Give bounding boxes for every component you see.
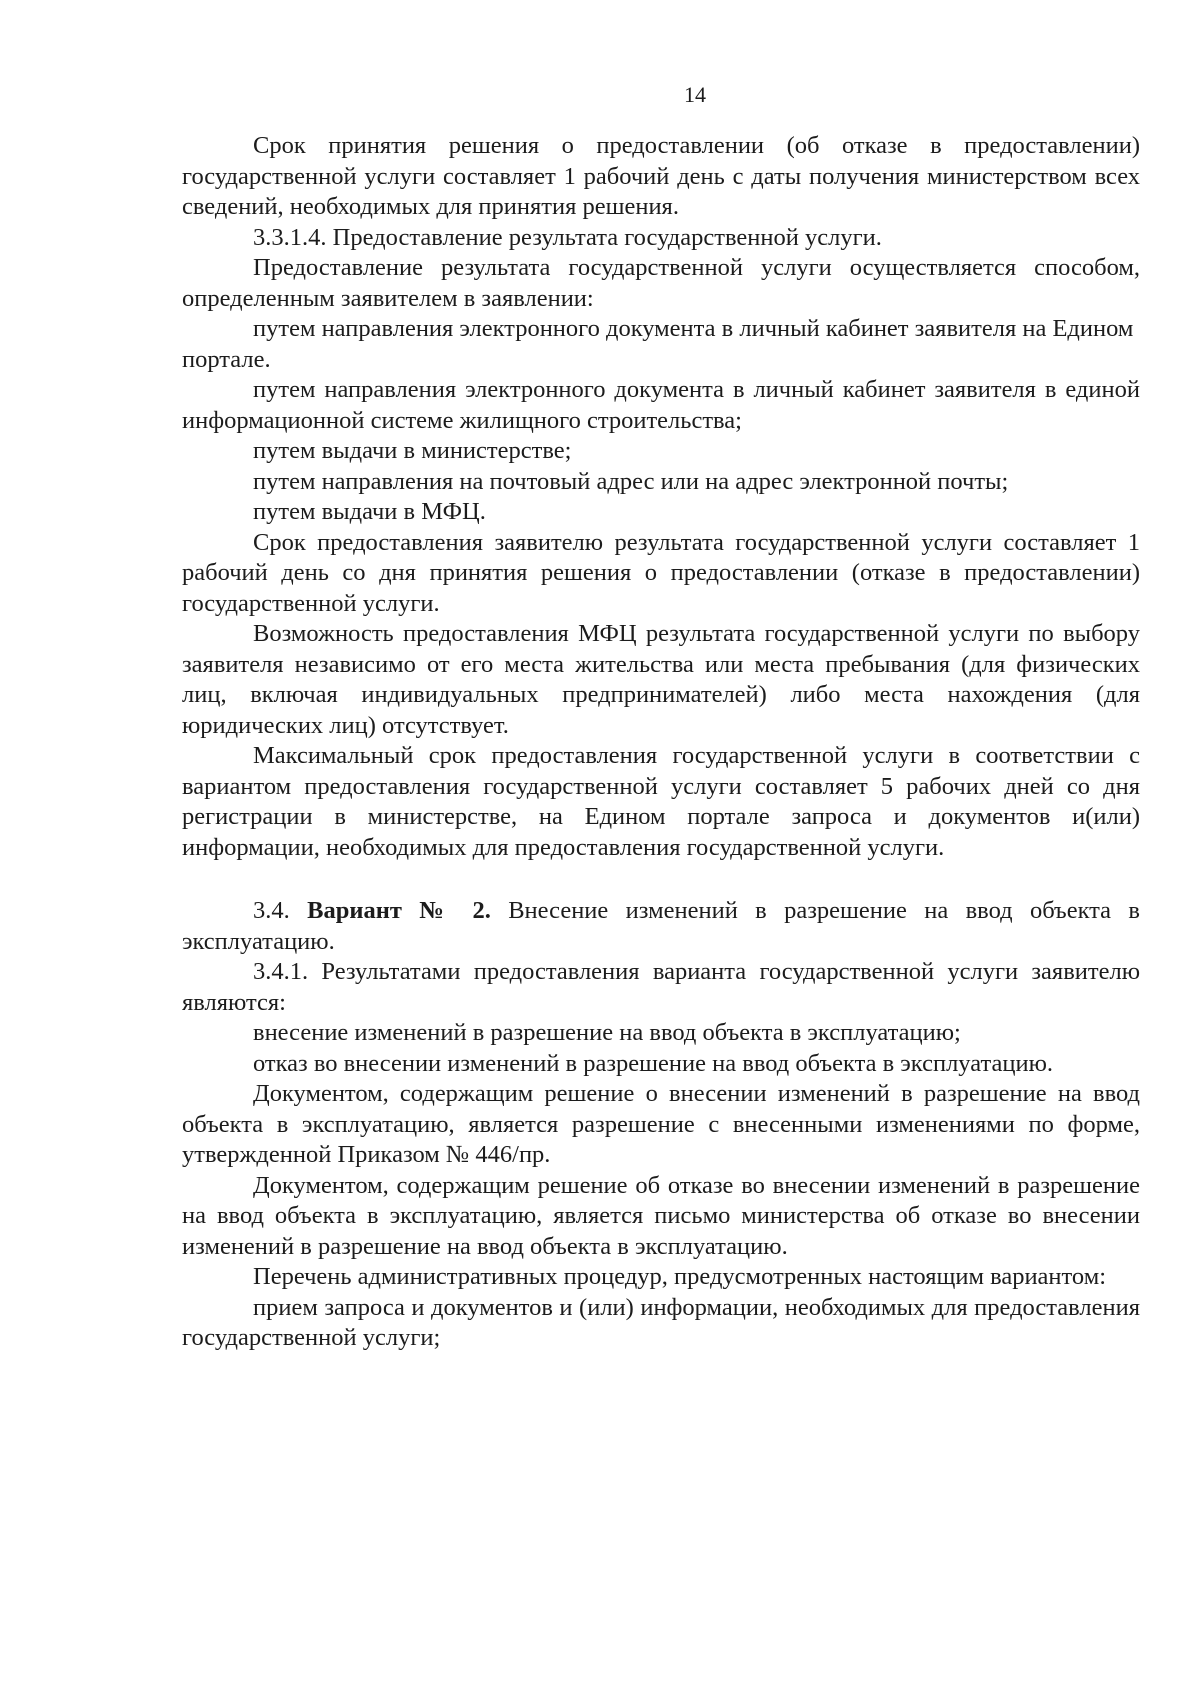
list-item-post: путем направления на почтовый адрес или на адрес электронной почты; xyxy=(253,467,1009,495)
list-item-housing-system: путем направления электронного документа в личный кабинет заявителя в единой информационной системе жилищного строительства; xyxy=(182,376,1140,434)
paragraph-result-method: Предоставление результата государственной услуги осуществляется способом, определенным заявителем в заявлении: xyxy=(182,254,1140,312)
list-item-request-intake: прием запроса и документов и (или) информации, необходимых для предоставления государственной услуги; xyxy=(182,1293,1140,1351)
paragraph-max-term: Максимальный срок предоставления государственной услуги в соответствии с вариантом предоставления государственной услуги составляет 5 рабочих дней со дня регистрации в министерстве, на Едином портале запроса и документов и(или) информации, необходимых для предоставления государственной услуги. xyxy=(182,742,1140,861)
paragraph-delivery-term: Срок предоставления заявителю результата государственной услуги составляет 1 рабочий день со дня принятия решения о предоставлении (отказе в предоставлении) государственной услуги. xyxy=(182,528,1140,617)
list-item-mfc: путем выдачи в МФЦ. xyxy=(253,498,486,525)
paragraph-result-heading: 3.3.1.4. Предоставление результата государственной услуги. xyxy=(253,223,882,251)
section-variant-label: Вариант № 2. xyxy=(307,897,491,924)
document-body xyxy=(182,131,1140,1354)
paragraph-mfc-possibility: Возможность предоставления МФЦ результата государственной услуги по выбору заявителя независимо от его места жительства или места пребывания (для физических лиц, включая индивидуальных предпринимателей) либо места нахождения (для юридических лиц) отсутствует. xyxy=(182,620,1140,739)
section-heading xyxy=(182,896,1140,957)
section-number: 3.4. xyxy=(253,897,308,924)
paragraph-refusal-document: Документом, содержащим решение об отказе во внесении изменений в разрешение на ввод объекта в эксплуатацию, является письмо министерства об отказе во внесении изменений в разрешение на ввод объекта в эксплуатацию. xyxy=(182,1171,1140,1260)
section-gap xyxy=(182,863,1140,896)
list-item-ministry: путем выдачи в министерстве; xyxy=(253,437,572,464)
list-item-portal: путем направления электронного документа в личный кабинет заявителя на Едином портале. xyxy=(182,315,1134,373)
list-item-make-changes: внесение изменений в разрешение на ввод объекта в эксплуатацию; xyxy=(253,1019,961,1046)
list-item-refusal: отказ во внесении изменений в разрешение на ввод объекта в эксплуатацию. xyxy=(253,1049,1053,1077)
paragraph-variant-results: 3.4.1. Результатами предоставления варианта государственной услуги заявителю являются: xyxy=(182,958,1140,1016)
paragraph-decision-term: Срок принятия решения о предоставлении (об отказе в предоставлении) государственной услуги составляет 1 рабочий день с даты получения министерством всех сведений, необходимых для принятия решения. xyxy=(182,132,1140,220)
section-title: Внесение изменений в разрешение на ввод объекта в эксплуатацию. xyxy=(182,897,1140,955)
paragraph-procedures-list: Перечень административных процедур, предусмотренных настоящим вариантом: xyxy=(253,1263,1107,1290)
paragraph-decision-document: Документом, содержащим решение о внесении изменений в разрешение на ввод объекта в эксплуатацию, является разрешение с внесенными изменениями по форме, утвержденной Приказом № 446/пр. xyxy=(182,1080,1140,1168)
page-number: 14 xyxy=(684,82,706,107)
